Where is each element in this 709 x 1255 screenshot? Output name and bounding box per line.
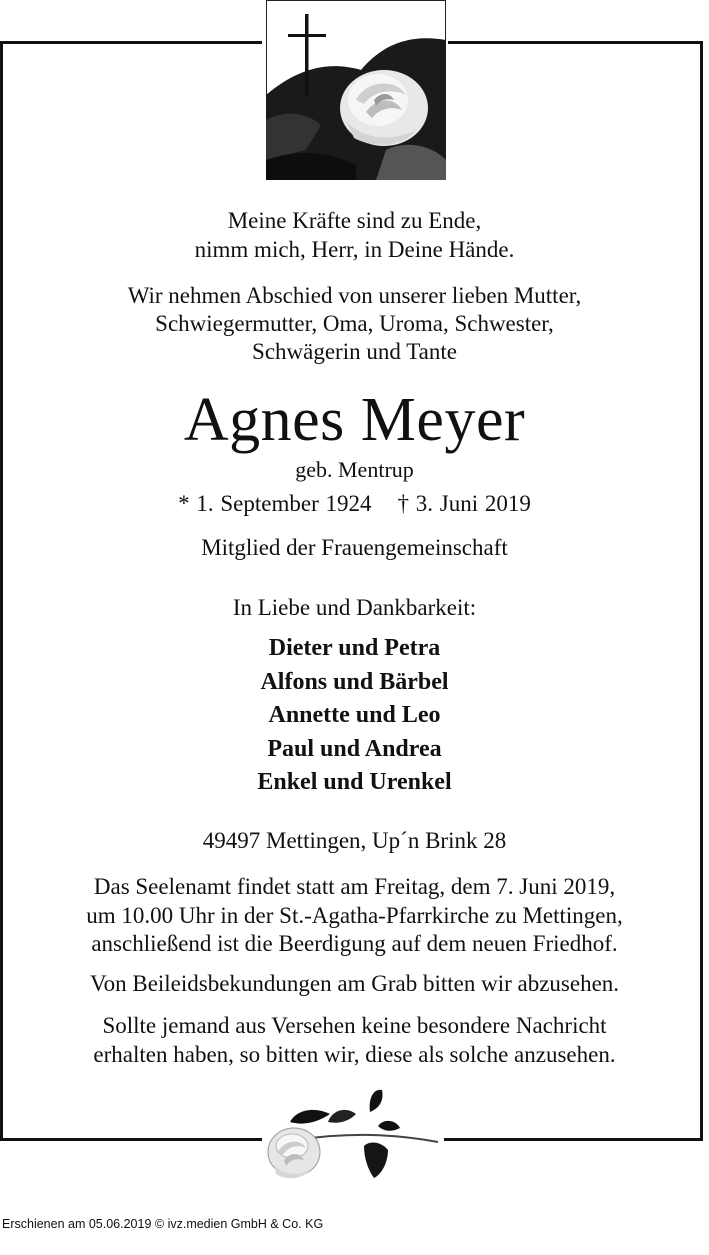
maiden-name: geb. Mentrup	[295, 457, 414, 482]
rose-icon	[266, 1082, 442, 1186]
intro-line: Schwägerin und Tante	[252, 339, 457, 364]
verse-line: nimm mich, Herr, in Deine Hände.	[194, 237, 515, 262]
verse-line: Meine Kräfte sind zu Ende,	[227, 208, 482, 233]
service-line: anschließend ist die Beerdigung auf dem neuen Friedhof.	[91, 931, 618, 956]
birth-date: * 1. September 1924	[178, 491, 372, 516]
service-info	[0, 873, 709, 959]
family-member: Alfons und Bärbel	[260, 668, 449, 695]
service-line: um 10.00 Uhr in der St.-Agatha-Pfarrkirche zu Mettingen,	[86, 902, 623, 928]
address: 49497 Mettingen, Up´n Brink 28	[202, 828, 507, 853]
death-date: † 3. Juni 2019	[397, 491, 531, 516]
intro-line: Wir nehmen Abschied von unserer lieben Mutter,	[127, 283, 582, 308]
deceased-name: Agnes Meyer	[183, 386, 526, 454]
notice-line: erhalten haben, so bitten wir, diese als solche anzusehen.	[93, 1041, 616, 1067]
life-dates	[0, 490, 709, 518]
family-list	[0, 632, 709, 800]
condolences-note: Von Beileidsbekundungen am Grab bitten wir abzusehen.	[89, 971, 620, 996]
verse	[0, 206, 709, 264]
family-member: Dieter und Petra	[268, 635, 441, 661]
love-line: In Liebe und Dankbarkeit:	[232, 595, 477, 620]
intro-line: Schwiegermutter, Oma, Uroma, Schwester,	[155, 311, 554, 336]
family-member: Annette und Leo	[268, 702, 441, 728]
notice	[0, 1012, 709, 1069]
farewell-intro	[0, 282, 709, 366]
family-member: Paul und Andrea	[267, 735, 442, 762]
publication-footer: Erschienen am 05.06.2019 © ivz.medien GmbH & Co. KG	[2, 1217, 324, 1231]
service-line: Das Seelenamt findet statt am Freitag, dem 7. Juni 2019,	[93, 874, 616, 899]
membership: Mitglied der Frauengemeinschaft	[201, 535, 508, 560]
family-member: Enkel und Urenkel	[257, 769, 452, 795]
cross-rose-photo-icon	[266, 0, 446, 180]
notice-line: Sollte jemand aus Versehen keine besondere Nachricht	[102, 1013, 607, 1038]
